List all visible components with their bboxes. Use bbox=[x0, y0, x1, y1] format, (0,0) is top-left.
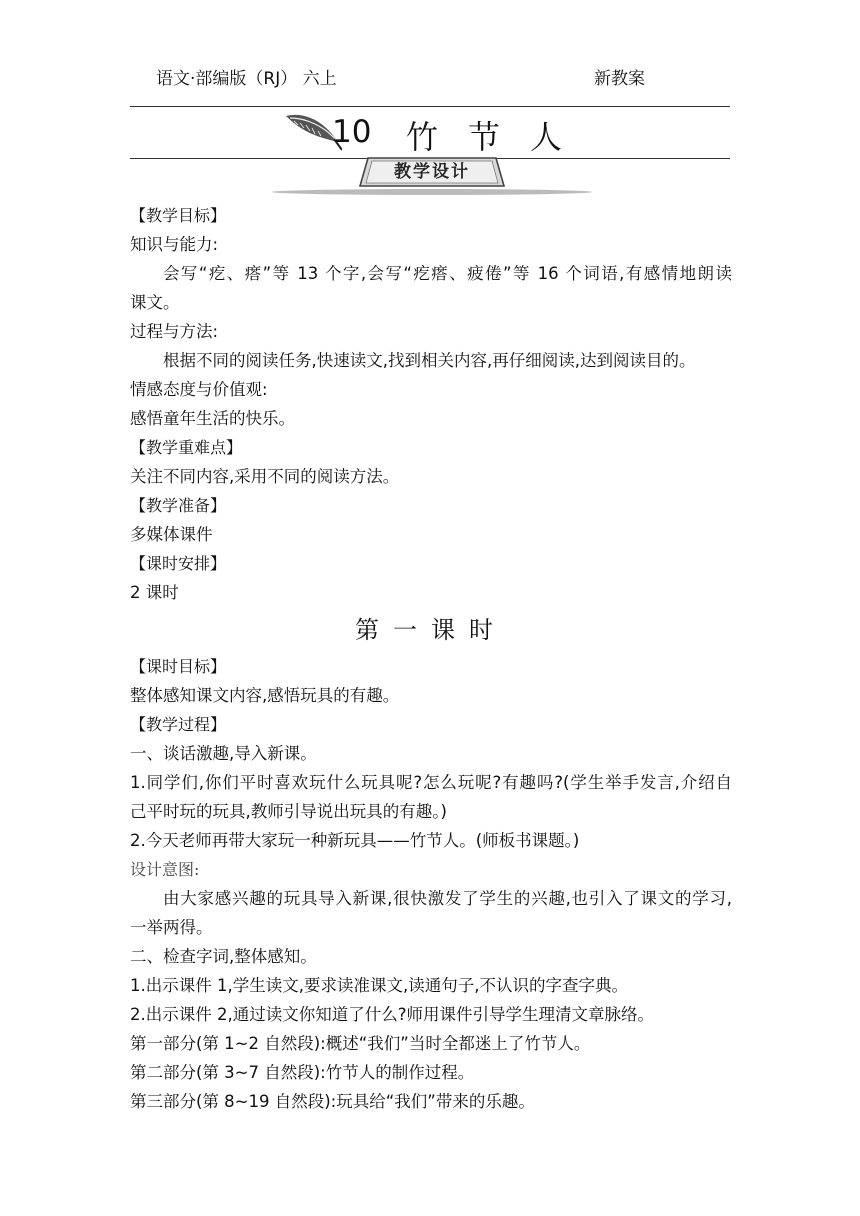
lesson-title bbox=[280, 108, 600, 158]
structure-part-2: 第二部分(第 3~7 自然段):竹节人的制作过程。 bbox=[130, 1063, 475, 1082]
step-two-heading: 二、检查字词,整体感知。 bbox=[130, 947, 317, 966]
paragraph-emotion: 感悟童年生活的快乐。 bbox=[130, 409, 295, 428]
structure-part-1: 第一部分(第 1~2 自然段):概述“我们”当时全都迷上了竹节人。 bbox=[130, 1034, 591, 1053]
design-intent-text-cont: 一举两得。 bbox=[130, 918, 213, 937]
paragraph-process: 根据不同的阅读任务,快速读文,找到相关内容,再仔细阅读,达到阅读目的。 bbox=[163, 351, 696, 370]
step-one-heading: 一、谈话激趣,导入新课。 bbox=[130, 744, 317, 763]
heading-key-points: 【教学重难点】 bbox=[130, 438, 243, 457]
lesson-name: 竹节人 bbox=[406, 118, 593, 156]
banner-label: 教学设计 bbox=[394, 162, 470, 182]
paragraph-knowledge: 会写“疙、瘩”等 13 个字,会写“疙瘩、疲倦”等 16 个词语,有感情地朗读 bbox=[163, 264, 732, 283]
step-two-item-2: 2.出示课件 2,通过读文你知道了什么?师用课件引导学生理清文章脉络。 bbox=[130, 1005, 654, 1024]
step-one-item-1-cont: 己平时玩的玩具,教师引导说出玩具的有趣。) bbox=[130, 802, 447, 821]
heading-teaching-process: 【教学过程】 bbox=[130, 715, 227, 734]
paragraph-preparation: 多媒体课件 bbox=[130, 525, 213, 544]
heading-period-goals: 【课时目标】 bbox=[130, 657, 227, 676]
paragraph-schedule: 2 课时 bbox=[130, 583, 179, 602]
document-body bbox=[130, 201, 732, 1116]
step-two-item-1: 1.出示课件 1,学生读文,要求读准课文,读通句子,不认识的字查字典。 bbox=[130, 976, 628, 995]
subheading-knowledge: 知识与能力: bbox=[130, 235, 219, 254]
subheading-process: 过程与方法: bbox=[130, 322, 219, 341]
heading-schedule: 【课时安排】 bbox=[130, 554, 227, 573]
step-one-item-1: 1.同学们,你们平时喜欢玩什么玩具呢?怎么玩呢?有趣吗?(学生举手发言,介绍自 bbox=[130, 773, 732, 792]
section-title: 第一课时 bbox=[355, 616, 507, 644]
heading-preparation: 【教学准备】 bbox=[130, 496, 227, 515]
header-textbook-label: 语文·部编版（RJ） 六上 bbox=[156, 69, 337, 89]
lesson-number: 10 bbox=[332, 114, 372, 150]
structure-part-3: 第三部分(第 8~19 自然段):玩具给“我们”带来的乐趣。 bbox=[130, 1092, 535, 1111]
paragraph-key-points: 关注不同内容,采用不同的阅读方法。 bbox=[130, 467, 400, 486]
step-one-item-2: 2.今天老师再带大家玩一种新玩具——竹节人。(师板书课题。) bbox=[130, 831, 580, 850]
design-intent-text: 由大家感兴趣的玩具导入新课,很快激发了学生的兴趣,也引入了课文的学习, bbox=[163, 889, 732, 908]
page-header bbox=[130, 64, 730, 92]
paragraph-knowledge-cont: 课文。 bbox=[130, 293, 180, 312]
subheading-emotion: 情感态度与价值观: bbox=[130, 380, 268, 399]
header-doc-type: 新教案 bbox=[594, 69, 645, 89]
heading-teaching-goals: 【教学目标】 bbox=[130, 206, 227, 225]
paragraph-period-goals: 整体感知课文内容,感悟玩具的有趣。 bbox=[130, 686, 400, 705]
header-rule bbox=[130, 106, 730, 107]
design-intent-label: 设计意图: bbox=[130, 860, 200, 879]
